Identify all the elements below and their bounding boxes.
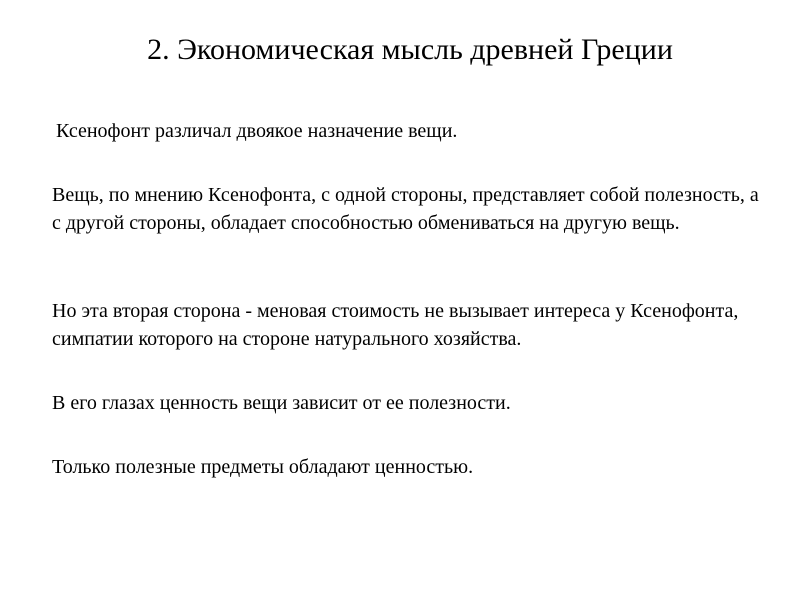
paragraph-value-depends: В его глазах ценность вещи зависит от ее полезности.	[52, 392, 511, 414]
paragraph-distinction: Ксенофонт различал двоякое назначение вещи.	[56, 120, 458, 142]
paragraph-utility-exchange: Вещь, по мнению Ксенофонта, с одной стороны, представляет собой полезность, а с другой стороны, обладает способностью обмениваться на другую вещь.	[52, 184, 759, 234]
slide-title: 2. Экономическая мысль древней Греции	[147, 33, 673, 66]
paragraph-exchange-value: Но эта вторая сторона - меновая стоимость не вызывает интереса у Ксенофонта, симпатии которого на стороне натурального хозяйства.	[52, 300, 739, 350]
paragraph-useful-items: Только полезные предметы обладают ценностью.	[52, 456, 474, 478]
